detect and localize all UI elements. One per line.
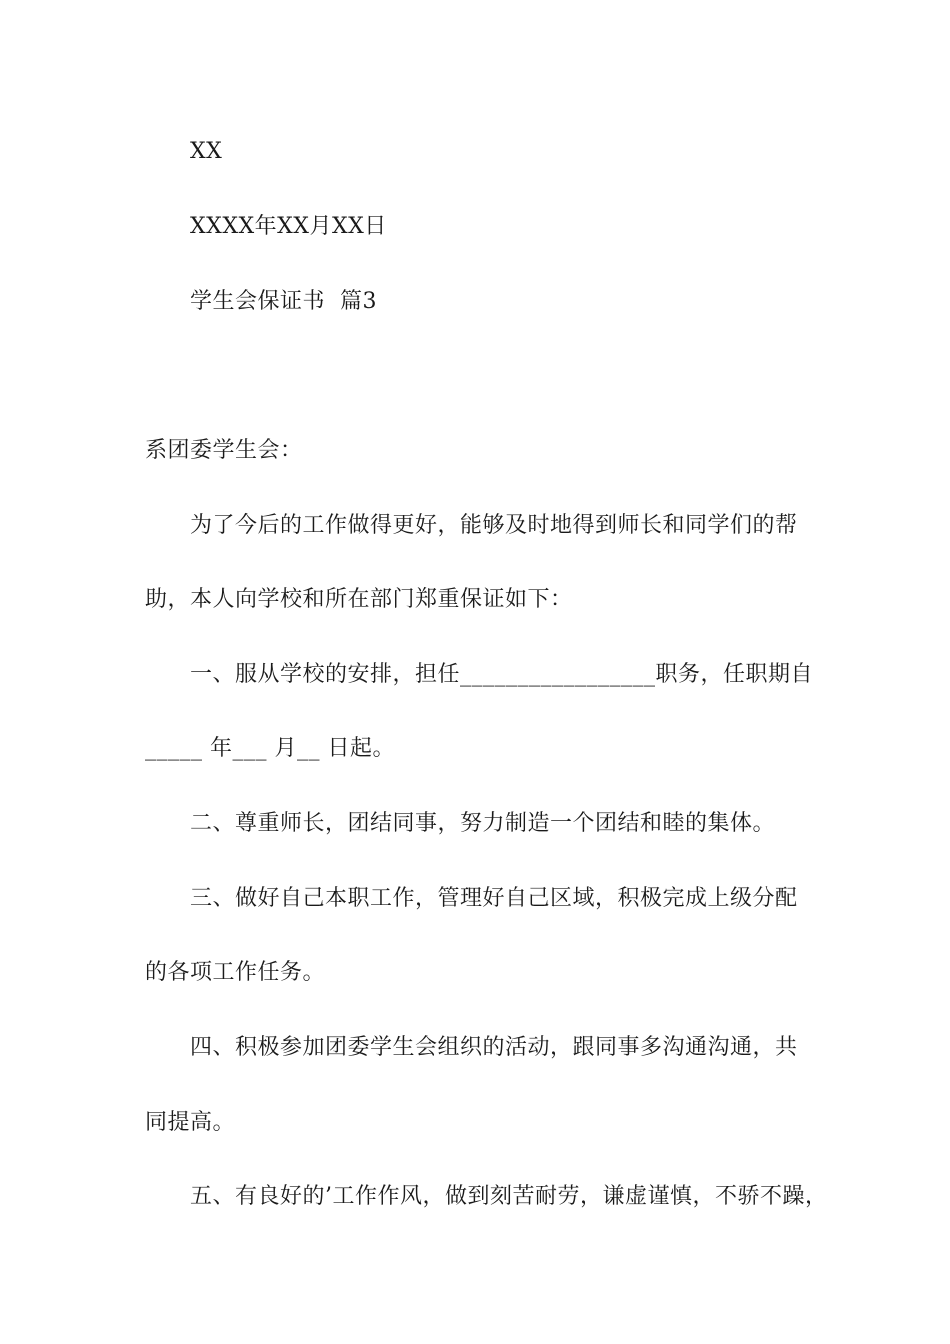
paragraph-line: 四、积极参加团委学生会组织的活动，跟同事多沟通沟通，共 (190, 1035, 798, 1060)
salutation: 系团委学生会： (145, 438, 303, 463)
signature-date: XXXX年XX月XX日 (190, 214, 387, 239)
paragraph-line: 助，本人向学校和所在部门郑重保证如下： (145, 587, 573, 612)
paragraph-line: 同提高。 (145, 1110, 236, 1135)
paragraph-line: 为了今后的工作做得更好，能够及时地得到师长和同学们的帮 (190, 513, 798, 538)
paragraph-line: 一、服从学校的安排，担任_________________职务，任职期自 (190, 662, 814, 687)
signature-name: XX (190, 139, 223, 164)
paragraph-line: 的各项工作任务。 (145, 960, 326, 985)
paragraph-line: 二、尊重师长，团结同事，努力制造一个团结和睦的集体。 (190, 811, 776, 836)
paragraph-line: 五、有良好的’工作作风，做到刻苦耐劳，谦虚谨慎，不骄不躁， (190, 1184, 828, 1209)
paragraph-line: 三、做好自己本职工作，管理好自己区域，积极完成上级分配 (190, 886, 798, 911)
paragraph-line: _____ 年___ 月__ 日起。 (145, 736, 395, 761)
section-title: 学生会保证书 篇3 (190, 289, 377, 314)
